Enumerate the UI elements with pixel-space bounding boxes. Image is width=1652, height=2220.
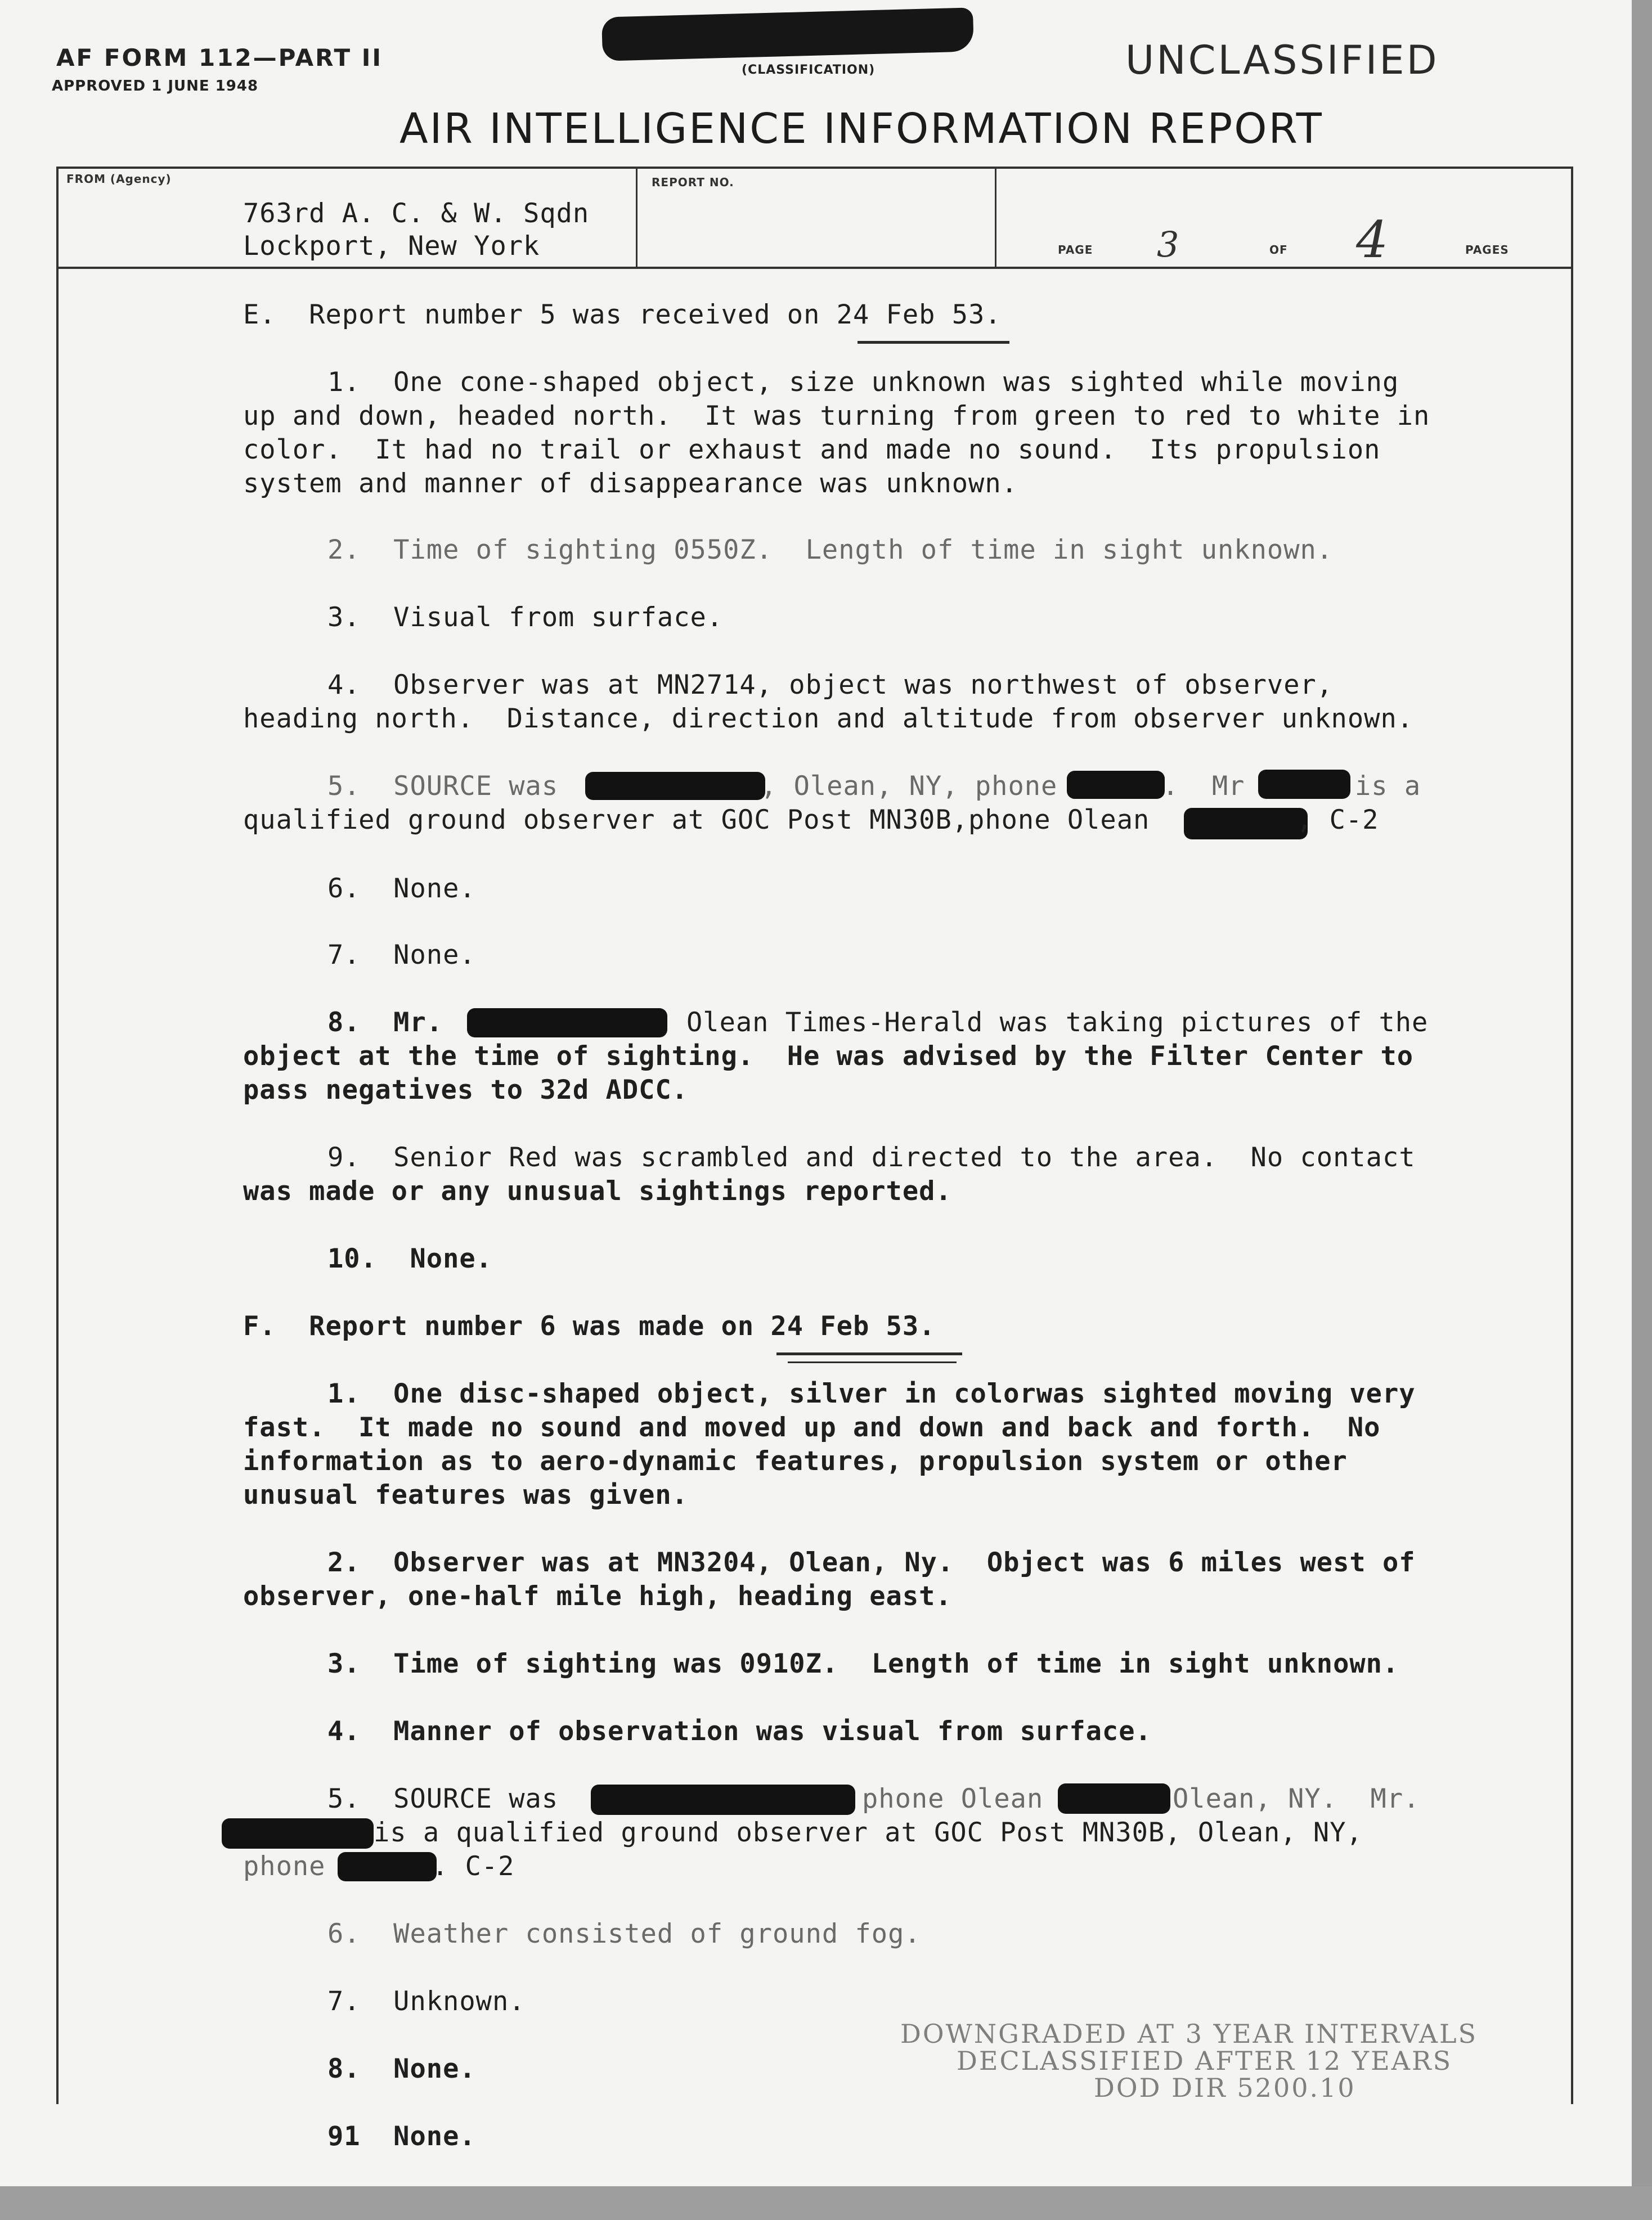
classification-redaction <box>601 7 974 61</box>
f7: 7. Unknown. <box>327 1986 526 2017</box>
f5-line3-part: phone <box>243 1851 326 1882</box>
scan-edge-right <box>1632 0 1652 2220</box>
f8: 8. None. <box>327 2053 476 2084</box>
e9-line2: was made or any unusual sightings reported. <box>243 1176 952 1207</box>
f9: 91 None. <box>327 2121 476 2152</box>
e7: 7. None. <box>327 940 476 970</box>
e5-line1-part: is a <box>1355 771 1421 802</box>
e8-line3: pass negatives to 32d ADCC. <box>243 1075 689 1105</box>
redaction <box>1184 808 1308 839</box>
e1-line4: system and manner of disappearance was unknown. <box>243 468 1018 499</box>
f5-line2: is a qualified ground observer at GOC Post MN30B, Olean, NY, <box>374 1817 1363 1848</box>
e3: 3. Visual from surface. <box>327 602 724 633</box>
f3: 3. Time of sighting was 0910Z. Length of time in sight unknown. <box>327 1648 1399 1679</box>
from-agency-line2: Lockport, New York <box>243 231 540 262</box>
section-e-heading: E. Report number 5 was received on 24 Feb 53. <box>243 299 1002 330</box>
e5-line1-part: . Mr <box>1162 771 1245 802</box>
scan-edge-bottom <box>0 2186 1652 2220</box>
section-f-heading: F. Report number 6 was made on 24 Feb 53. <box>243 1311 936 1342</box>
e6: 6. None. <box>327 873 476 904</box>
redaction <box>1258 770 1350 799</box>
f1-line3: information as to aero-dynamic features, propulsion system or other <box>243 1446 1348 1477</box>
f4: 4. Manner of observation was visual from surface. <box>327 1716 1152 1747</box>
pages-label: PAGES <box>1465 243 1509 257</box>
e5-line2-part: qualified ground observer at GOC Post MN30B,phone Olean <box>243 805 1150 835</box>
page-label: PAGE <box>1058 243 1093 257</box>
e2: 2. Time of sighting 0550Z. Length of time in sight unknown. <box>327 534 1334 565</box>
stamp-line2: DECLASSIFIED AFTER 12 YEARS <box>957 2046 1453 2076</box>
form-id: AF FORM 112—PART II <box>56 44 383 71</box>
redaction <box>467 1008 667 1037</box>
e1-line3: color. It had no trail or exhaust and made no sound. Its propulsion <box>243 434 1381 465</box>
f5-line1-part: Olean, NY. Mr. <box>1173 1783 1420 1814</box>
report-no-label: REPORT NO. <box>652 176 734 189</box>
redaction <box>585 772 765 800</box>
f2-line1: 2. Observer was at MN3204, Olean, Ny. Object was 6 miles west of <box>327 1547 1416 1578</box>
f6: 6. Weather consisted of ground fog. <box>327 1918 921 1949</box>
of-label: OF <box>1269 243 1288 257</box>
e8-line2: object at the time of sighting. He was advised by the Filter Center to <box>243 1041 1414 1072</box>
e5-line1-part: 5. SOURCE was <box>327 771 559 802</box>
f5-line3-part: . C-2 <box>432 1851 515 1882</box>
classification-label: (CLASSIFICATION) <box>742 63 876 77</box>
from-label: FROM (Agency) <box>66 172 172 186</box>
e4-line1: 4. Observer was at MN2714, object was northwest of observer, <box>327 669 1334 700</box>
e5-line2-part: , C-2 <box>1296 805 1379 835</box>
date-underline <box>788 1361 957 1363</box>
f1-line2: fast. It made no sound and moved up and down and back and forth. No <box>243 1412 1381 1443</box>
e9-line1: 9. Senior Red was scrambled and directed to the area. No contact <box>327 1142 1416 1173</box>
page-number: 3 <box>1157 224 1179 265</box>
date-underline <box>858 341 1009 344</box>
stamp-line1: DOWNGRADED AT 3 YEAR INTERVALS <box>900 2019 1478 2049</box>
e1-line2: up and down, headed north. It was turning from green to red to white in <box>243 401 1430 432</box>
approval-date: APPROVED 1 JUNE 1948 <box>52 78 259 95</box>
e1-line1: 1. One cone-shaped object, size unknown was sighted while moving <box>327 367 1399 398</box>
f5-line1-part: 5. SOURCE was <box>327 1783 559 1814</box>
e8-line1-part: 8. Mr. <box>327 1007 443 1038</box>
header-column-divider <box>995 169 996 267</box>
redaction <box>1067 771 1165 799</box>
redaction <box>338 1852 437 1881</box>
date-underline <box>776 1352 962 1355</box>
classification-stamp: UNCLASSIFIED <box>1125 37 1439 83</box>
f5-line1-part: phone Olean <box>862 1783 1044 1814</box>
header-divider <box>56 267 1571 269</box>
f1-line1: 1. One disc-shaped object, silver in colorwas sighted moving very <box>327 1378 1416 1409</box>
total-pages: 4 <box>1356 210 1389 269</box>
redaction <box>591 1785 855 1815</box>
stamp-line3: DOD DIR 5200.10 <box>1094 2073 1356 2103</box>
f1-line4: unusual features was given. <box>243 1480 689 1511</box>
e10: 10. None. <box>327 1243 492 1274</box>
f2-line2: observer, one-half mile high, heading east. <box>243 1581 952 1612</box>
e5-line1-part: , Olean, NY, phone <box>761 771 1058 802</box>
e4-line2: heading north. Distance, direction and altitude from observer unknown. <box>243 703 1414 734</box>
redaction <box>1058 1783 1170 1814</box>
from-agency-line1: 763rd A. C. & W. Sqdn <box>243 198 590 229</box>
report-title: AIR INTELLIGENCE INFORMATION REPORT <box>399 105 1323 153</box>
e8-line1-part: Olean Times-Herald was taking pictures of the <box>686 1007 1429 1038</box>
header-column-divider <box>636 169 638 267</box>
redaction <box>222 1818 374 1849</box>
